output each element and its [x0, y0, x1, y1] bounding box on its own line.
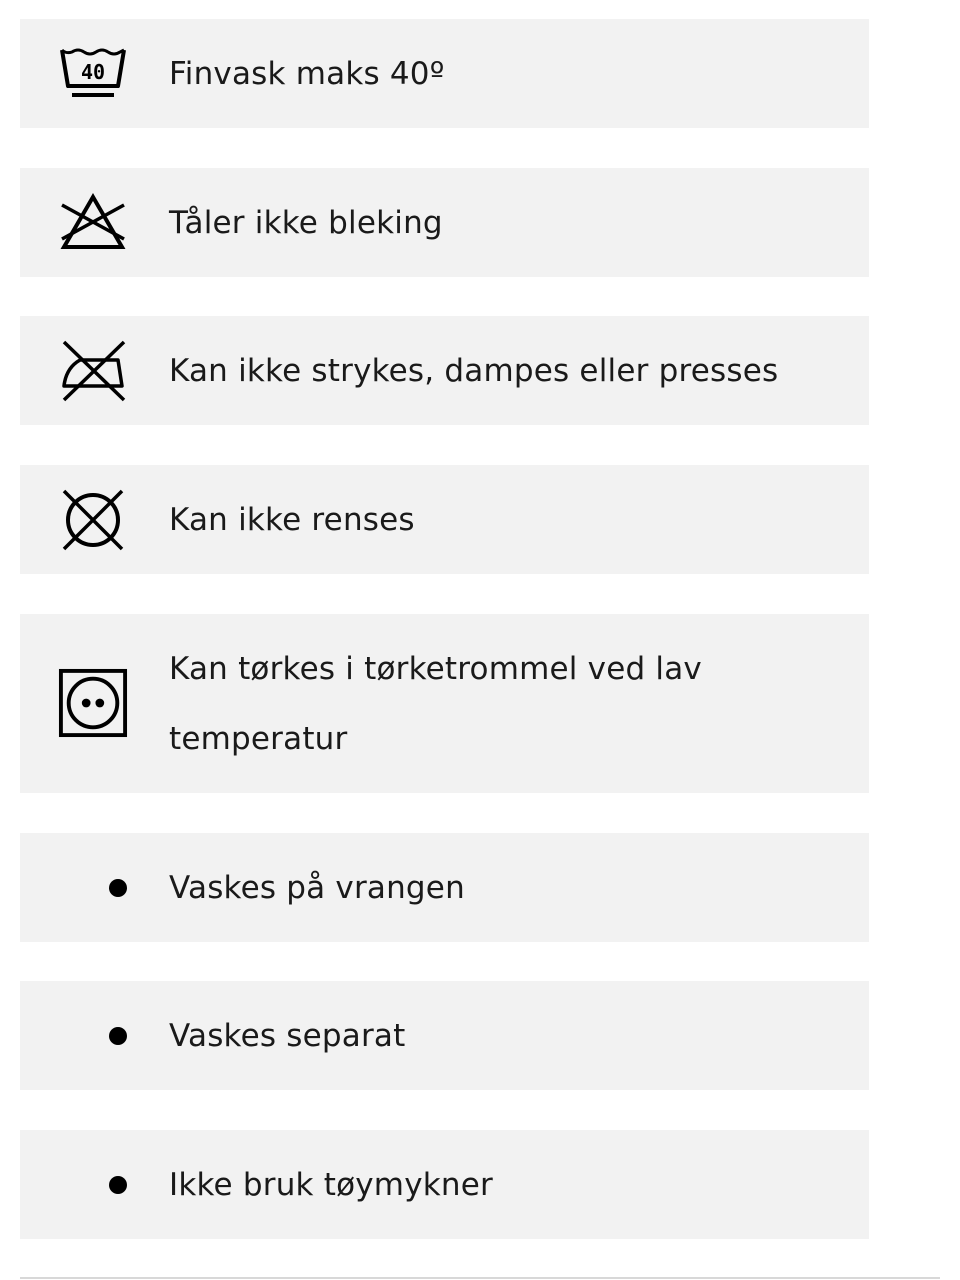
care-item-wash	[20, 19, 869, 128]
tumble-dry-low-icon	[58, 668, 128, 738]
care-item-label: Kan ikke renses	[169, 501, 415, 538]
care-item-label: Vaskes separat	[169, 1017, 406, 1054]
bullet-icon	[109, 1027, 127, 1045]
no-iron-icon	[58, 336, 128, 406]
care-item-softener	[20, 1130, 869, 1239]
care-item-tumble-dry	[20, 614, 869, 793]
care-item-bleach	[20, 168, 869, 277]
care-item-label: Ikke bruk tøymykner	[169, 1166, 493, 1203]
wash-40-gentle-icon	[58, 39, 128, 109]
divider	[20, 1277, 940, 1279]
care-item-inside-out	[20, 833, 869, 942]
care-item-label: Kan ikke strykes, dampes eller presses	[169, 352, 779, 389]
care-item-dry-clean	[20, 465, 869, 574]
care-item-label: Finvask maks 40º	[169, 55, 445, 92]
no-dry-clean-icon	[58, 485, 128, 555]
bullet-icon	[109, 879, 127, 897]
no-bleach-icon	[58, 188, 128, 258]
care-item-label: Kan tørkes i tørketrommel ved lav temperatur	[169, 650, 702, 757]
care-item-label: Tåler ikke bleking	[169, 204, 443, 241]
care-item-label: Vaskes på vrangen	[169, 869, 465, 906]
care-item-separate	[20, 981, 869, 1090]
wash-temperature-label: 40	[80, 59, 106, 84]
bullet-icon	[109, 1176, 127, 1194]
care-item-iron	[20, 316, 869, 425]
